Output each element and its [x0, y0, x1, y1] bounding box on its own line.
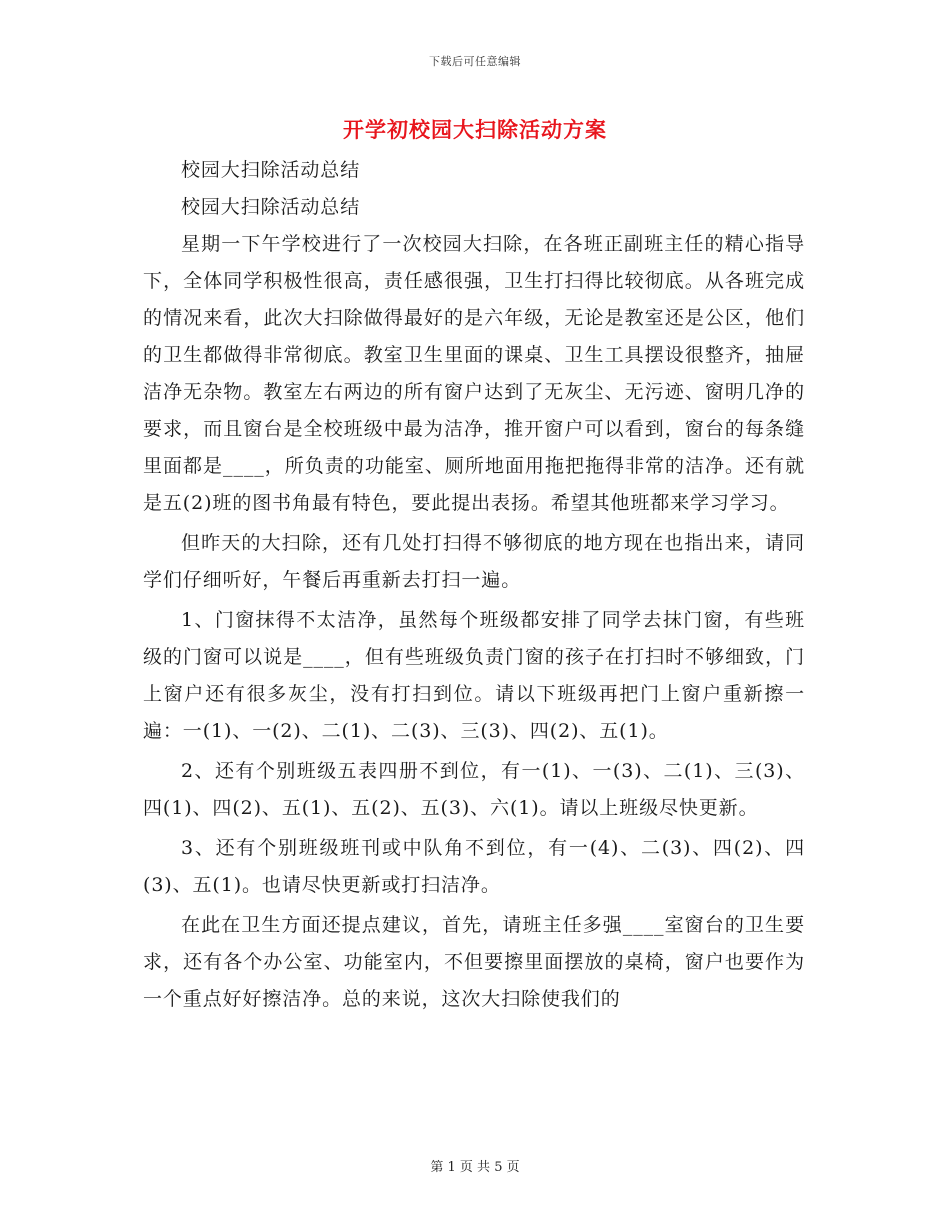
document-body	[143, 152, 805, 1018]
paragraph-summary: 星期一下午学校进行了一次校园大扫除，在各班正副班主任的精心指导下，全体同学积极性很高，责任感很强，卫生打扫得比较彻底。从各班完成的情况来看，此次大扫除做得最好的是六年级，无论是教室还是公区，他们的卫生都做得非常彻底。教室卫生里面的课桌、卫生工具摆设很整齐，抽屉洁净无杂物。教室左右两边的所有窗户达到了无灰尘、无污迹、窗明几净的要求，而且窗台是全校班级中最为洁净，推开窗户可以看到，窗台的每条缝里面都是____，所负责的功能室、厕所地面用拖把拖得非常的洁净。还有就是五(2)班的图书角最有特色，要此提出表扬。希望其他班都来学习学习。	[143, 233, 805, 514]
paragraph-shortcomings: 但昨天的大扫除，还有几处打扫得不够彻底的地方现在也指出来，请同学们仔细听好，午餐后再重新去打扫一遍。	[143, 532, 805, 591]
paragraph-subtitle-2: 校园大扫除活动总结	[181, 196, 361, 218]
document-title: 开学初校园大扫除活动方案	[343, 117, 607, 142]
paragraph-item-1: 1、门窗抹得不太洁净，虽然每个班级都安排了同学去抹门窗，有些班级的门窗可以说是____，但有些班级负责门窗的孩子在打扫时不够细致，门上窗户还有很多灰尘，没有打扫到位。请以下班级再把门上窗户重新擦一遍：一(1)、一(2)、二(1)、二(3)、三(3)、四(2)、五(1)。	[143, 609, 805, 742]
header-note: 下载后可任意编辑	[429, 55, 521, 68]
paragraph-suggestion: 在此在卫生方面还提点建议，首先，请班主任多强____室窗台的卫生要求，还有各个办公室、功能室内，不但要擦里面摆放的桌椅，窗户也要作为一个重点好好擦洁净。总的来说，这次大扫除使我们的	[143, 914, 805, 1010]
paragraph-subtitle-1: 校园大扫除活动总结	[181, 159, 361, 181]
paragraph-item-2: 2、还有个别班级五表四册不到位，有一(1)、一(3)、二(1)、三(3)、四(1)、四(2)、五(1)、五(2)、五(3)、六(1)。请以上班级尽快更新。	[143, 760, 805, 819]
paragraph-item-3: 3、还有个别班级班刊或中队角不到位，有一(4)、二(3)、四(2)、四(3)、五(1)。也请尽快更新或打扫洁净。	[143, 837, 805, 896]
page-number: 第 1 页 共 5 页	[430, 1160, 520, 1175]
